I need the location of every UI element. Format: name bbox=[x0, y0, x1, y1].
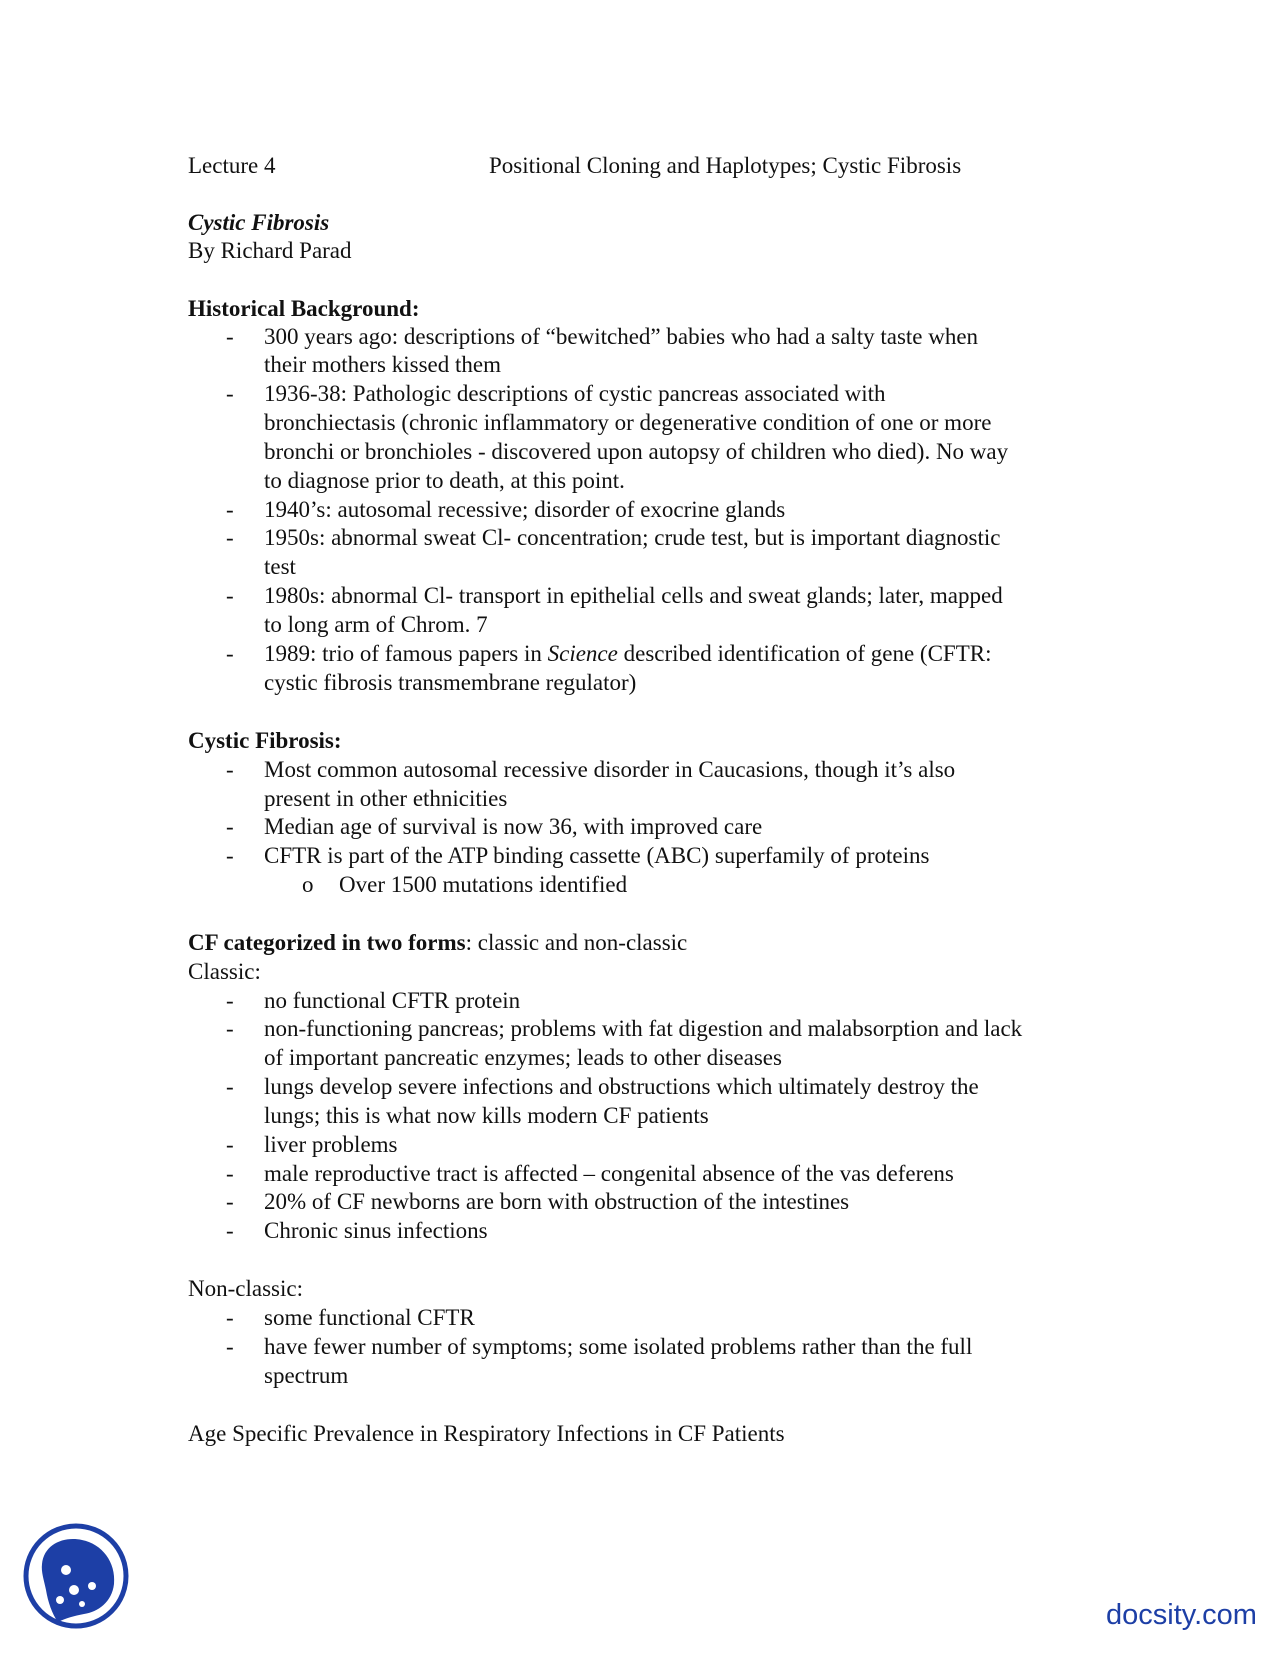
closing-line: Age Specific Prevalence in Respiratory Infections in CF Patients bbox=[188, 1421, 785, 1446]
nonclassic-line: spectrum bbox=[264, 1363, 349, 1388]
dash-bullet: - bbox=[226, 1132, 234, 1157]
dash-bullet: - bbox=[226, 1189, 234, 1214]
classic-line: non-functioning pancreas; problems with fat digestion and malabsorption and lack bbox=[264, 1016, 1023, 1041]
historical-line: to long arm of Chrom. 7 bbox=[264, 612, 488, 637]
science-before: 1989: trio of famous papers in bbox=[264, 641, 548, 666]
classic-line: lungs develop severe infections and obstructions which ultimately destroy the bbox=[264, 1074, 979, 1099]
historical-line: bronchi or bronchioles - discovered upon autopsy of children who died). No way bbox=[264, 439, 1009, 464]
historical-line-science bbox=[264, 640, 992, 668]
classic-line: lungs; this is what now kills modern CF patients bbox=[264, 1103, 709, 1128]
nonclassic-label: Non-classic: bbox=[188, 1276, 303, 1301]
dash-bullet: - bbox=[226, 814, 234, 839]
dash-bullet: - bbox=[226, 381, 234, 406]
docsity-logo-icon[interactable] bbox=[22, 1518, 132, 1636]
dash-bullet: - bbox=[226, 1074, 234, 1099]
cf-line: present in other ethnicities bbox=[264, 786, 508, 811]
classic-line: of important pancreatic enzymes; leads to other diseases bbox=[264, 1045, 782, 1070]
sub-bullet: o bbox=[302, 872, 314, 897]
historical-line: test bbox=[264, 554, 296, 579]
dash-bullet: - bbox=[226, 324, 234, 349]
docsity-brand-link[interactable]: docsity.com bbox=[1106, 1599, 1257, 1631]
dash-bullet: - bbox=[226, 641, 234, 666]
historical-line: 1940’s: autosomal recessive; disorder of exocrine glands bbox=[264, 497, 786, 522]
document-title: Cystic Fibrosis bbox=[188, 210, 330, 235]
classic-line: male reproductive tract is affected – congenital absence of the vas deferens bbox=[264, 1161, 954, 1186]
classic-line: liver problems bbox=[264, 1132, 398, 1157]
cf-line: Median age of survival is now 36, with improved care bbox=[264, 814, 763, 839]
dash-bullet: - bbox=[226, 1218, 234, 1243]
author-line: By Richard Parad bbox=[188, 238, 352, 263]
dash-bullet: - bbox=[226, 1161, 234, 1186]
classic-label: Classic: bbox=[188, 959, 261, 984]
cf-line: CFTR is part of the ATP binding cassette (ABC) superfamily of proteins bbox=[264, 843, 930, 868]
classic-line: 20% of CF newborns are born with obstruction of the intestines bbox=[264, 1189, 850, 1214]
historical-line: to diagnose prior to death, at this point. bbox=[264, 468, 625, 493]
classic-line: no functional CFTR protein bbox=[264, 988, 521, 1013]
cf-line: Most common autosomal recessive disorder in Caucasions, though it’s also bbox=[264, 757, 956, 782]
classic-line: Chronic sinus infections bbox=[264, 1218, 488, 1243]
dash-bullet: - bbox=[226, 843, 234, 868]
historical-line: bronchiectasis (chronic inflammatory or degenerative condition of one or more bbox=[264, 410, 992, 435]
nonclassic-line: have fewer number of symptoms; some isolated problems rather than the full bbox=[264, 1334, 973, 1359]
dash-bullet: - bbox=[226, 583, 234, 608]
science-after: described identification of gene (CFTR: bbox=[617, 641, 992, 666]
forms-heading-rest: : classic and non-classic bbox=[465, 930, 688, 955]
dash-bullet: - bbox=[226, 497, 234, 522]
lecture-topic: Positional Cloning and Haplotypes; Cystic Fibrosis bbox=[489, 153, 962, 178]
historical-line: 1950s: abnormal sweat Cl- concentration; crude test, but is important diagnostic bbox=[264, 525, 1001, 550]
dash-bullet: - bbox=[226, 1334, 234, 1359]
forms-heading-bold: CF categorized in two forms bbox=[188, 930, 466, 955]
dash-bullet: - bbox=[226, 1305, 234, 1330]
historical-line: 300 years ago: descriptions of “bewitched” babies who had a salty taste when bbox=[264, 324, 979, 349]
dash-bullet: - bbox=[226, 525, 234, 550]
cf-sub-item: Over 1500 mutations identified bbox=[339, 872, 628, 897]
lecture-number: Lecture 4 bbox=[188, 153, 276, 178]
forms-heading bbox=[188, 929, 687, 957]
dash-bullet: - bbox=[226, 1016, 234, 1041]
historical-line: cystic fibrosis transmembrane regulator) bbox=[264, 670, 637, 695]
dash-bullet: - bbox=[226, 757, 234, 782]
historical-line: 1936-38: Pathologic descriptions of cystic pancreas associated with bbox=[264, 381, 886, 406]
historical-heading: Historical Background: bbox=[188, 296, 420, 321]
science-journal: Science bbox=[547, 641, 618, 666]
cf-heading: Cystic Fibrosis: bbox=[188, 728, 342, 753]
nonclassic-line: some functional CFTR bbox=[264, 1305, 475, 1330]
dash-bullet: - bbox=[226, 988, 234, 1013]
historical-line: their mothers kissed them bbox=[264, 352, 501, 377]
historical-line: 1980s: abnormal Cl- transport in epithelial cells and sweat glands; later, mapped bbox=[264, 583, 1003, 608]
